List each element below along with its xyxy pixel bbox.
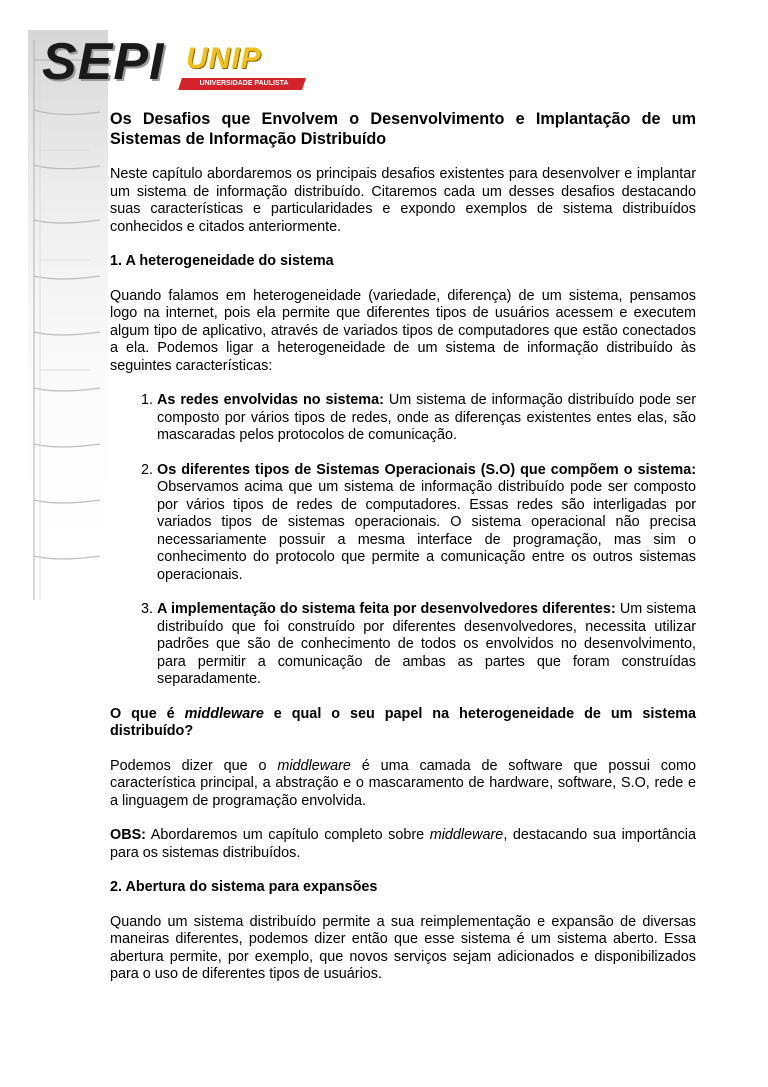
list-item <box>157 462 696 585</box>
document-title: Os Desafios que Envolvem o Desenvolvimento e Implantação de um Sistemas de Informação Distribuído <box>110 110 696 148</box>
section2-heading: 2. Abertura do sistema para expansões <box>110 879 378 895</box>
list-item-bold: Os diferentes tipos de Sistemas Operacionais (S.O) que compõem o sistema: <box>157 461 696 478</box>
middleware-question-italic: middleware <box>184 705 264 722</box>
header-logos <box>28 28 348 108</box>
middleware-answer-italic: middleware <box>277 757 351 774</box>
list-item-bold: A implementação do sistema feita por desenvolvedores diferentes: <box>157 601 616 617</box>
obs-paragraph <box>110 827 696 862</box>
middleware-answer-part1: Podemos dizer que o <box>110 757 278 774</box>
document-body <box>110 110 696 1001</box>
intro-paragraph: Neste capítulo abordaremos os principais desafios existentes para desenvolver e implantar um sistema de informação distribuído. Citaremos cada um desses desafios destacando suas características e particularidades e expondo exemplos de sistema distribuídos conhecidos e citados anteriormente. <box>110 166 696 235</box>
list-item <box>157 392 696 445</box>
middleware-question-part1: O que é <box>110 705 185 722</box>
middleware-answer-part2: é uma camada de software que possui como característica principal, a abstração e o mascaramento de hardware, software, S.O, rede e a linguagem de programação envolvida. <box>110 757 696 809</box>
sepi-logo: SEPI <box>42 33 165 91</box>
middleware-question <box>110 706 696 741</box>
list-item <box>157 601 696 689</box>
obs-part1: Abordaremos um capítulo completo sobre <box>145 827 430 843</box>
middleware-answer <box>110 758 696 811</box>
unip-subtitle: UNIVERSIDADE PAULISTA <box>199 80 289 87</box>
list-item-text: Um sistema distribuído que foi construído por diferentes desenvolvedores, necessita utilizar padrões que são de conhecimento de todos os envolvidos no desenvolvimento, para permitir a comunicação de ambas as partes que foram construídas separadamente. <box>157 601 696 687</box>
list-item-bold: As redes envolvidas no sistema: <box>157 392 384 408</box>
obs-label: OBS: <box>110 827 146 843</box>
section1-heading: 1. A heterogeneidade do sistema <box>110 253 334 269</box>
list-item-text: Um sistema de informação distribuído pode ser composto por vários tipos de redes, onde as diferenças existentes entes elas, são mascaradas pelos protocolos de comunicação. <box>157 392 696 443</box>
obs-italic: middleware <box>429 827 504 843</box>
section2-paragraph: Quando um sistema distribuído permite a sua reimplementação e expansão de diversas maneiras diferentes, podemos dizer então que esse sistema é um sistema aberto. Essa abertura permite, por exemplo, que novos serviços sejam adicionados e disponibilizados para o uso de diferentes tipos de usuários. <box>110 913 696 982</box>
middleware-question-part2: e qual o seu papel na heterogeneidade de um sistema distribuído? <box>110 705 697 739</box>
heterogeneity-list <box>110 392 696 689</box>
side-decoration <box>0 0 110 1087</box>
obs-part2: , destacando sua importância para os sistemas distribuídos. <box>110 827 696 861</box>
list-item-text: Observamos acima que um sistema de informação distribuído pode ser composto por vários tipos de redes de computadores. Essas redes são interligadas por variados tipos de sistemas operacionais. O sistema operacional não precisa necessariamente possuir a mesma interface de programação, mas sim o conhecimento do protocolo que permite a comunicação entre os outros sistemas operacionais. <box>157 479 696 583</box>
section1-paragraph: Quando falamos em heterogeneidade (variedade, diferença) de um sistema, pensamos logo na internet, pois ela permite que diferentes tipos de usuários acessem e executem algum tipo de aplicativo, através de variados tipos de computadores que estão conectados a ela. Podemos ligar a heterogeneidade de um sistema de informação distribuído às seguintes características: <box>110 287 696 374</box>
unip-logo: UNIP <box>186 42 262 75</box>
